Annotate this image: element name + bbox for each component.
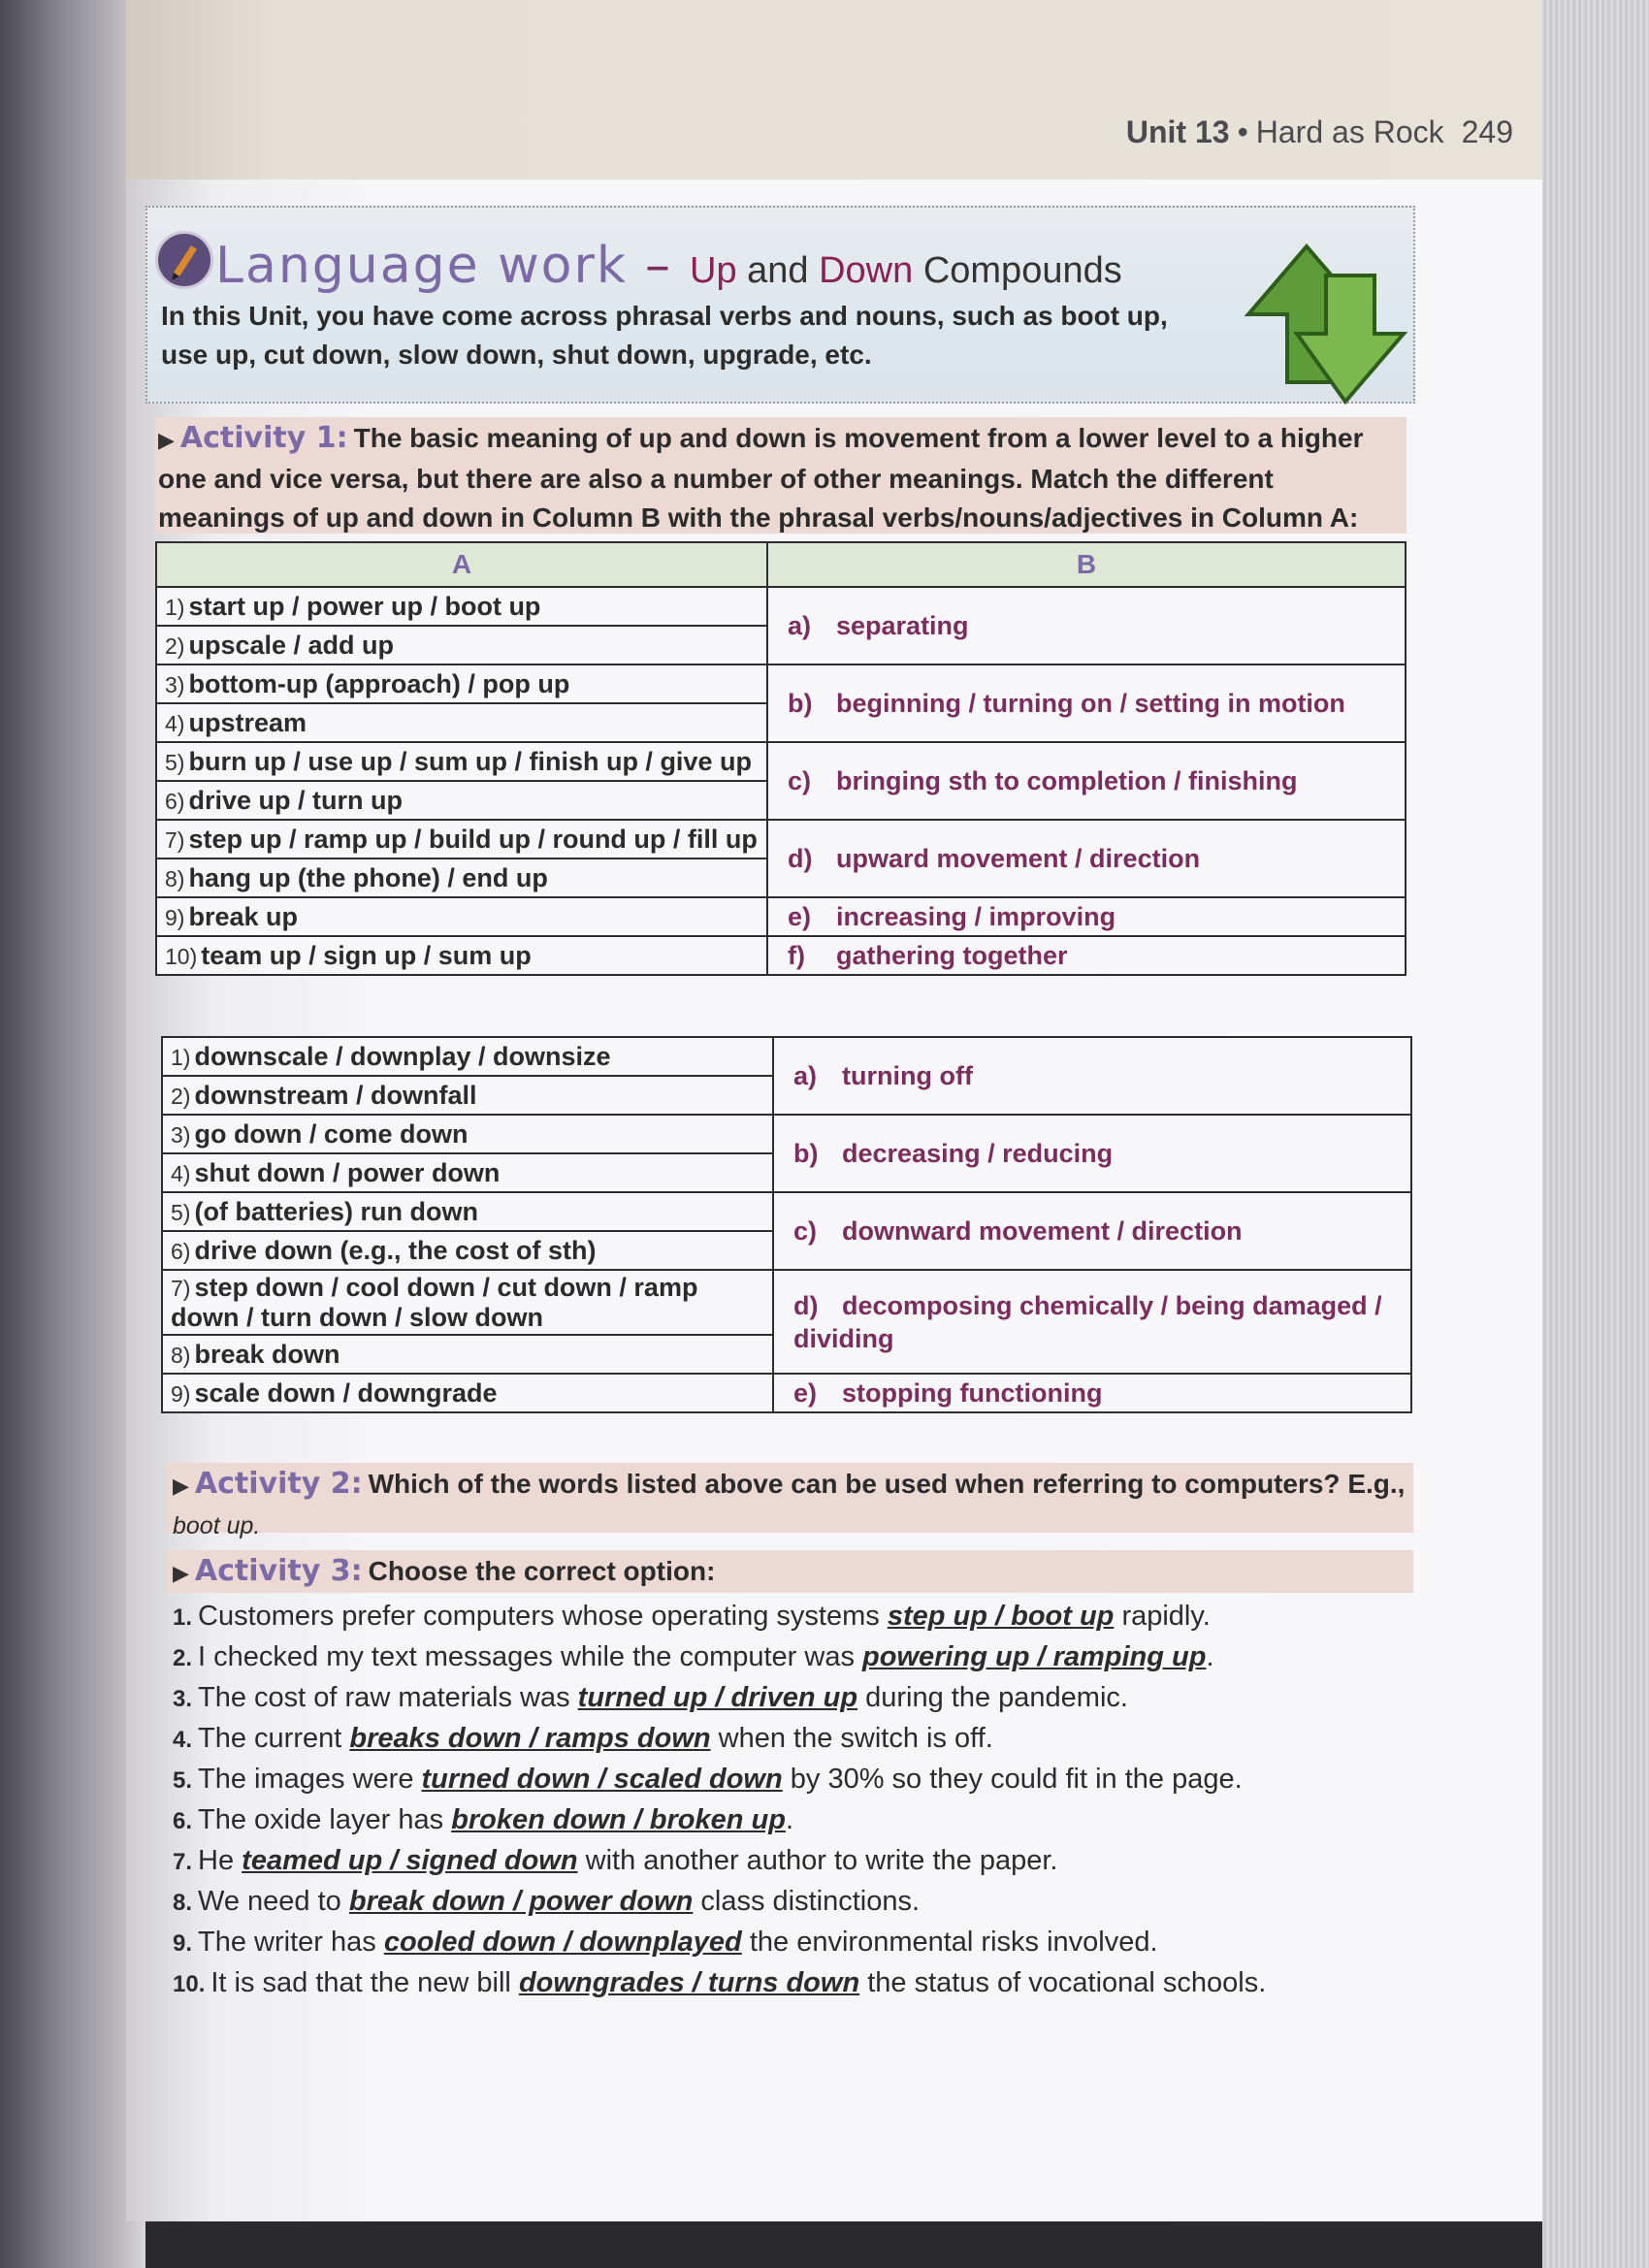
activity2-instructions [173,1465,1409,1545]
meaning-cell: d) upward movement / direction [767,820,1406,897]
list-item: 7. He teamed up / signed down with another author to write the paper. [173,1845,1058,1876]
list-item: 9. The writer has cooled down / downplayed the environmental risks involved. [173,1927,1158,1958]
table-row: 2) downstream / downfall [162,1076,773,1115]
activity2-text: Which of the words listed above can be used when referring to computers? E.g., [368,1469,1406,1499]
option-choice: teamed up / signed down [242,1845,578,1876]
language-work-box [146,206,1415,404]
list-item: 2. I checked my text messages while the computer was powering up / ramping up. [173,1641,1214,1672]
option-choice: step up / boot up [887,1601,1115,1632]
unit-label: Unit 13 [1125,114,1230,149]
option-choice: turned down / scaled down [421,1764,783,1795]
activity3-label: Activity 3: [194,1554,363,1588]
page-number: 249 [1461,114,1513,149]
table-row: 8) hang up (the phone) / end up [156,859,767,897]
meaning-cell: c) bringing sth to completion / finishing [767,742,1406,820]
table-row: 4) upstream [156,703,767,742]
activity1-instructions [158,419,1405,537]
option-choice: downgrades / turns down [518,1967,860,1998]
meaning-cell: e) increasing / improving [767,897,1406,936]
meaning-cell: a) turning off [773,1037,1411,1115]
table-row: 5) (of batteries) run down [162,1192,773,1231]
header-separator: • [1237,114,1248,149]
up-matching-table [155,541,1406,976]
table-row: 7) step down / cool down / cut down / ramp down / turn down / slow down [162,1270,773,1335]
table-row: 2) upscale / add up [156,626,767,664]
table-row: 6) drive up / turn up [156,781,767,820]
table-row: 1) downscale / downplay / downsize [162,1037,773,1076]
meaning-cell: d) decomposing chemically / being damaged / dividing [773,1270,1411,1374]
pen-icon [155,231,213,289]
triangle-bullet-icon: ▶ [173,1561,189,1585]
table-row: 3) bottom-up (approach) / pop up [156,664,767,703]
language-work-title: Language work [215,237,628,295]
list-item: 6. The oxide layer has broken down / broken up. [173,1804,794,1835]
triangle-bullet-icon: ▶ [158,428,175,452]
activity1-label: Activity 1: [179,421,348,455]
title-dash: – [645,237,672,295]
down-matching-table [161,1036,1412,1413]
list-item: 3. The cost of raw materials was turned up / driven up during the pandemic. [173,1682,1128,1713]
up-down-arrows-icon [1239,237,1413,411]
running-head [1126,114,1513,150]
meaning-cell: c) downward movement / direction [773,1192,1411,1270]
meaning-cell: a) separating [767,587,1406,664]
header-band [126,0,1542,179]
list-item: 8. We need to break down / power down class distinctions. [173,1886,921,1917]
option-choice: break down / power down [348,1886,694,1917]
option-choice: broken down / broken up [451,1804,786,1835]
table-row: 9) scale down / downgrade [162,1374,773,1412]
page-edges [1542,0,1649,2268]
list-item: 10. It is sad that the new bill downgrades / turns down the status of vocational schools. [173,1967,1267,1998]
activity2-example: boot up. [173,1512,261,1539]
option-choice: breaks down / ramps down [349,1723,711,1754]
table-row: 8) break down [162,1335,773,1374]
activity1-text: The basic meaning of up and down is movement from a lower level to a higher one and vice versa, but there are also a number of other meanings. Match the different meanings of up and down in Column B with the phrasal verbs/nouns/adjectives in Column A: [158,423,1364,533]
table-row: 4) shut down / power down [162,1153,773,1192]
table-row: 3) go down / come down [162,1115,773,1153]
section-subtitle: Up and Down Compounds [690,250,1122,291]
table-row: 10) team up / sign up / sum up [156,936,767,975]
chapter-title: Hard as Rock [1255,114,1444,149]
option-choice: powering up / ramping up [862,1641,1207,1672]
option-choice: turned up / driven up [577,1682,858,1713]
table-row: 6) drive down (e.g., the cost of sth) [162,1231,773,1270]
table-row: 7) step up / ramp up / build up / round up / fill up [156,820,767,859]
list-item: 4. The current breaks down / ramps down when the switch is off. [173,1723,993,1754]
activity2-label: Activity 2: [194,1467,363,1501]
column-b-header: B [767,542,1406,587]
table-row: 9) break up [156,897,767,936]
section-title [215,237,1122,295]
activity3-instructions [173,1552,1409,1593]
meaning-cell: f) gathering together [767,936,1406,975]
meaning-cell: b) decreasing / reducing [773,1115,1411,1192]
list-item: 1. Customers prefer computers whose operating systems step up / boot up rapidly. [173,1601,1211,1632]
list-item: 5. The images were turned down / scaled down by 30% so they could fit in the page. [173,1764,1243,1795]
activity3-sentences [173,1596,1395,2003]
table-row: 1) start up / power up / boot up [156,587,767,626]
book-spine-shadow [0,0,146,2268]
activity3-text: Choose the correct option: [368,1556,716,1586]
intro-text: In this Unit, you have come across phrasal verbs and nouns, such as boot up, use up, cut down, slow down, shut down, upgrade, etc. [161,301,1168,370]
triangle-bullet-icon: ▶ [173,1474,189,1498]
meaning-cell: e) stopping functioning [773,1374,1411,1412]
table-row: 5) burn up / use up / sum up / finish up / give up [156,742,767,781]
meaning-cell: b) beginning / turning on / setting in motion [767,664,1406,742]
option-choice: cooled down / downplayed [383,1927,742,1958]
column-a-header: A [156,542,767,587]
